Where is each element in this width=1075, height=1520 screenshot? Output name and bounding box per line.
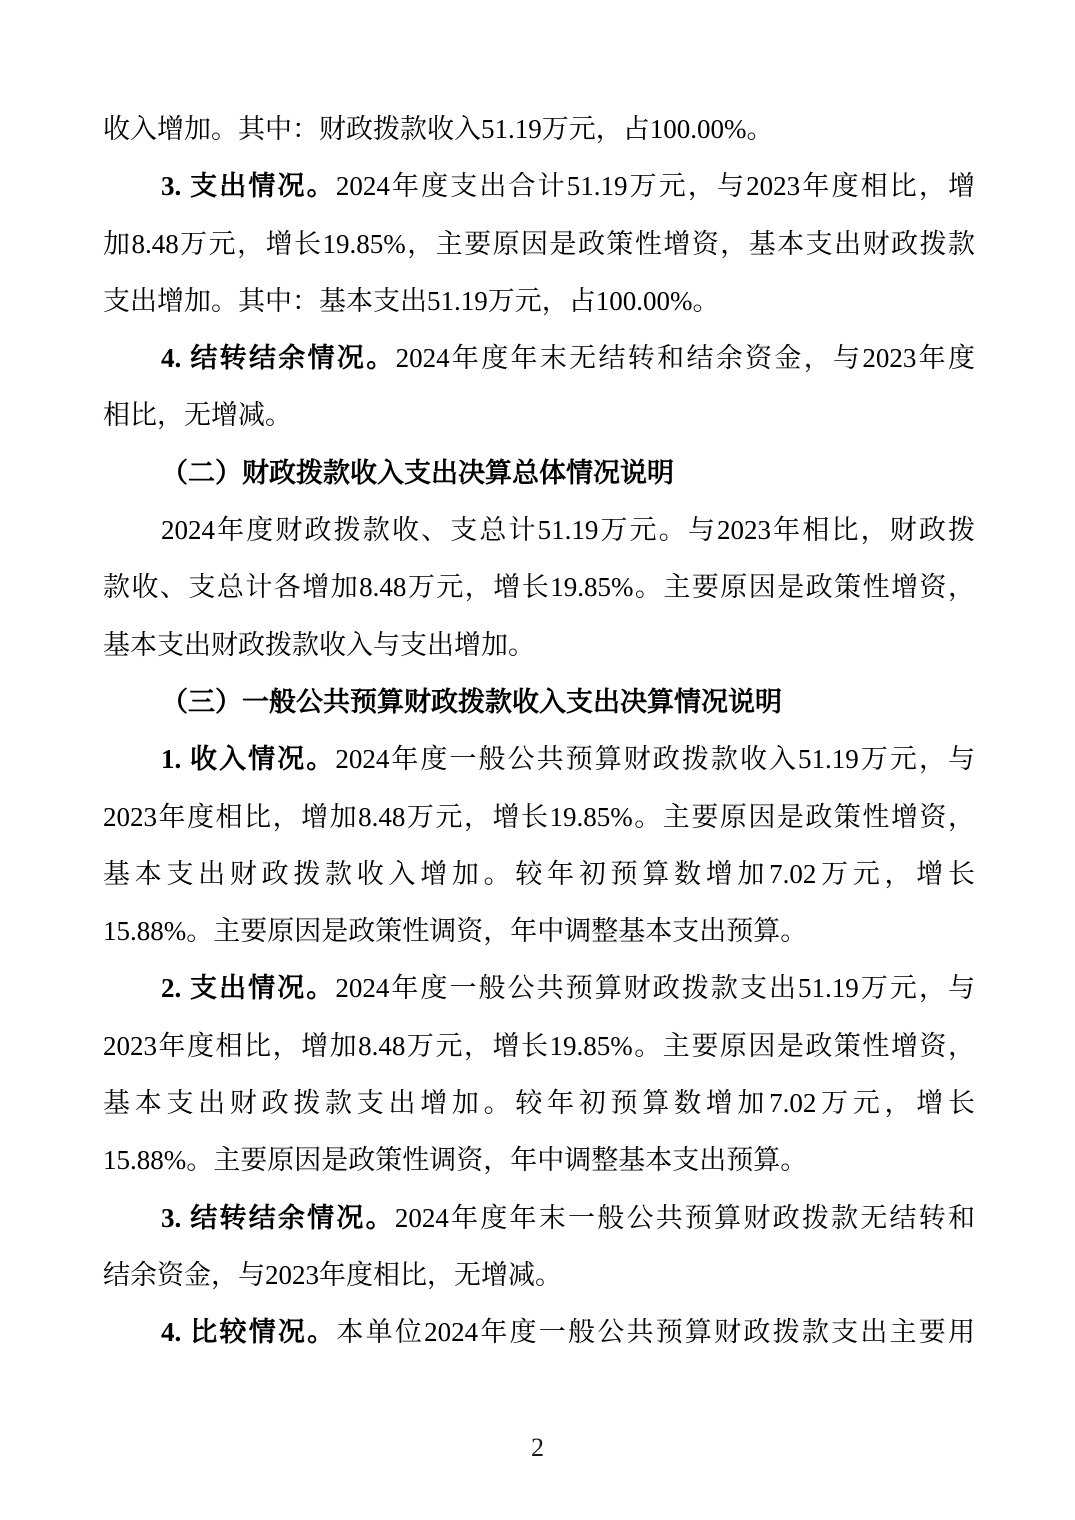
- bold-text-segment: 2. 支出情况。: [161, 973, 336, 1004]
- text-line: [103, 158, 975, 215]
- text-line: [103, 559, 975, 616]
- text-line: [103, 903, 975, 960]
- text-segment: 本单位2024年度一般公共预算财政拨款支出主要用: [336, 1317, 976, 1348]
- text-segment: 基本支出财政拨款收入增加。较年初预算数增加7.02万元，增长: [103, 858, 975, 889]
- text-segment: 款收、支总计各增加8.48万元，增长19.85%。主要原因是政策性增资，: [103, 572, 975, 603]
- text-line: [103, 387, 975, 444]
- text-segment: 2024年度一般公共预算财政拨款收入51.19万元，与: [335, 744, 976, 775]
- text-block: [103, 101, 975, 1362]
- bold-text-segment: （二）财政拨款收入支出决算总体情况说明: [161, 457, 674, 488]
- text-line: [103, 1018, 975, 1075]
- text-line: [103, 216, 975, 273]
- page-number: 2: [531, 1433, 544, 1462]
- text-line: [103, 1075, 975, 1132]
- text-line: [103, 617, 975, 674]
- text-line: [103, 273, 975, 330]
- text-segment: 基本支出财政拨款支出增加。较年初预算数增加7.02万元，增长: [103, 1088, 975, 1119]
- bold-text-segment: 3. 结转结余情况。: [161, 1202, 395, 1233]
- text-segment: 2024年度年末无结转和结余资金，与2023年度: [395, 343, 976, 374]
- text-segment: 支出增加。其中：基本支出51.19万元，占100.00%。: [103, 285, 720, 316]
- text-line: [103, 960, 975, 1017]
- text-line: [103, 789, 975, 846]
- text-segment: 加8.48万元，增长19.85%，主要原因是政策性增资，基本支出财政拨款: [103, 228, 975, 259]
- text-segment: 2024年度年末一般公共预算财政拨款无结转和: [394, 1202, 976, 1233]
- text-line: [103, 731, 975, 788]
- text-segment: 2024年度一般公共预算财政拨款支出51.19万元，与: [335, 973, 976, 1004]
- text-segment: 2023年度相比，增加8.48万元，增长19.85%。主要原因是政策性增资，: [103, 1030, 975, 1061]
- text-segment: 15.88%。主要原因是政策性调资，年中调整基本支出预算。: [103, 916, 808, 947]
- text-line: [103, 1304, 975, 1361]
- text-line: [103, 674, 975, 731]
- text-line: [103, 1247, 975, 1304]
- text-line: [103, 1132, 975, 1189]
- text-line: [103, 330, 975, 387]
- text-segment: 收入增加。其中：财政拨款收入51.19万元，占100.00%。: [103, 114, 774, 144]
- text-line: [103, 1190, 975, 1247]
- text-line: [103, 445, 975, 502]
- bold-text-segment: 3. 支出情况。: [161, 171, 336, 202]
- text-segment: 2024年度财政拨款收、支总计51.19万元。与2023年相比，财政拨: [161, 515, 975, 546]
- text-segment: 基本支出财政拨款收入与支出增加。: [103, 629, 535, 660]
- bold-text-segment: 1. 收入情况。: [161, 744, 336, 775]
- text-segment: 2024年度支出合计51.19万元，与2023年度相比，增: [335, 171, 975, 202]
- text-segment: 结余资金，与2023年度相比，无增减。: [103, 1259, 562, 1290]
- text-segment: 15.88%。主要原因是政策性调资，年中调整基本支出预算。: [103, 1145, 808, 1176]
- text-segment: 2023年度相比，增加8.48万元，增长19.85%。主要原因是政策性增资，: [103, 801, 975, 832]
- text-line: [103, 502, 975, 559]
- text-line: [103, 846, 975, 903]
- text-line: [103, 101, 975, 158]
- text-segment: 相比，无增减。: [103, 400, 292, 431]
- bold-text-segment: 4. 结转结余情况。: [161, 343, 396, 374]
- bold-text-segment: 4. 比较情况。: [161, 1317, 337, 1348]
- bold-text-segment: （三）一般公共预算财政拨款收入支出决算情况说明: [161, 686, 782, 717]
